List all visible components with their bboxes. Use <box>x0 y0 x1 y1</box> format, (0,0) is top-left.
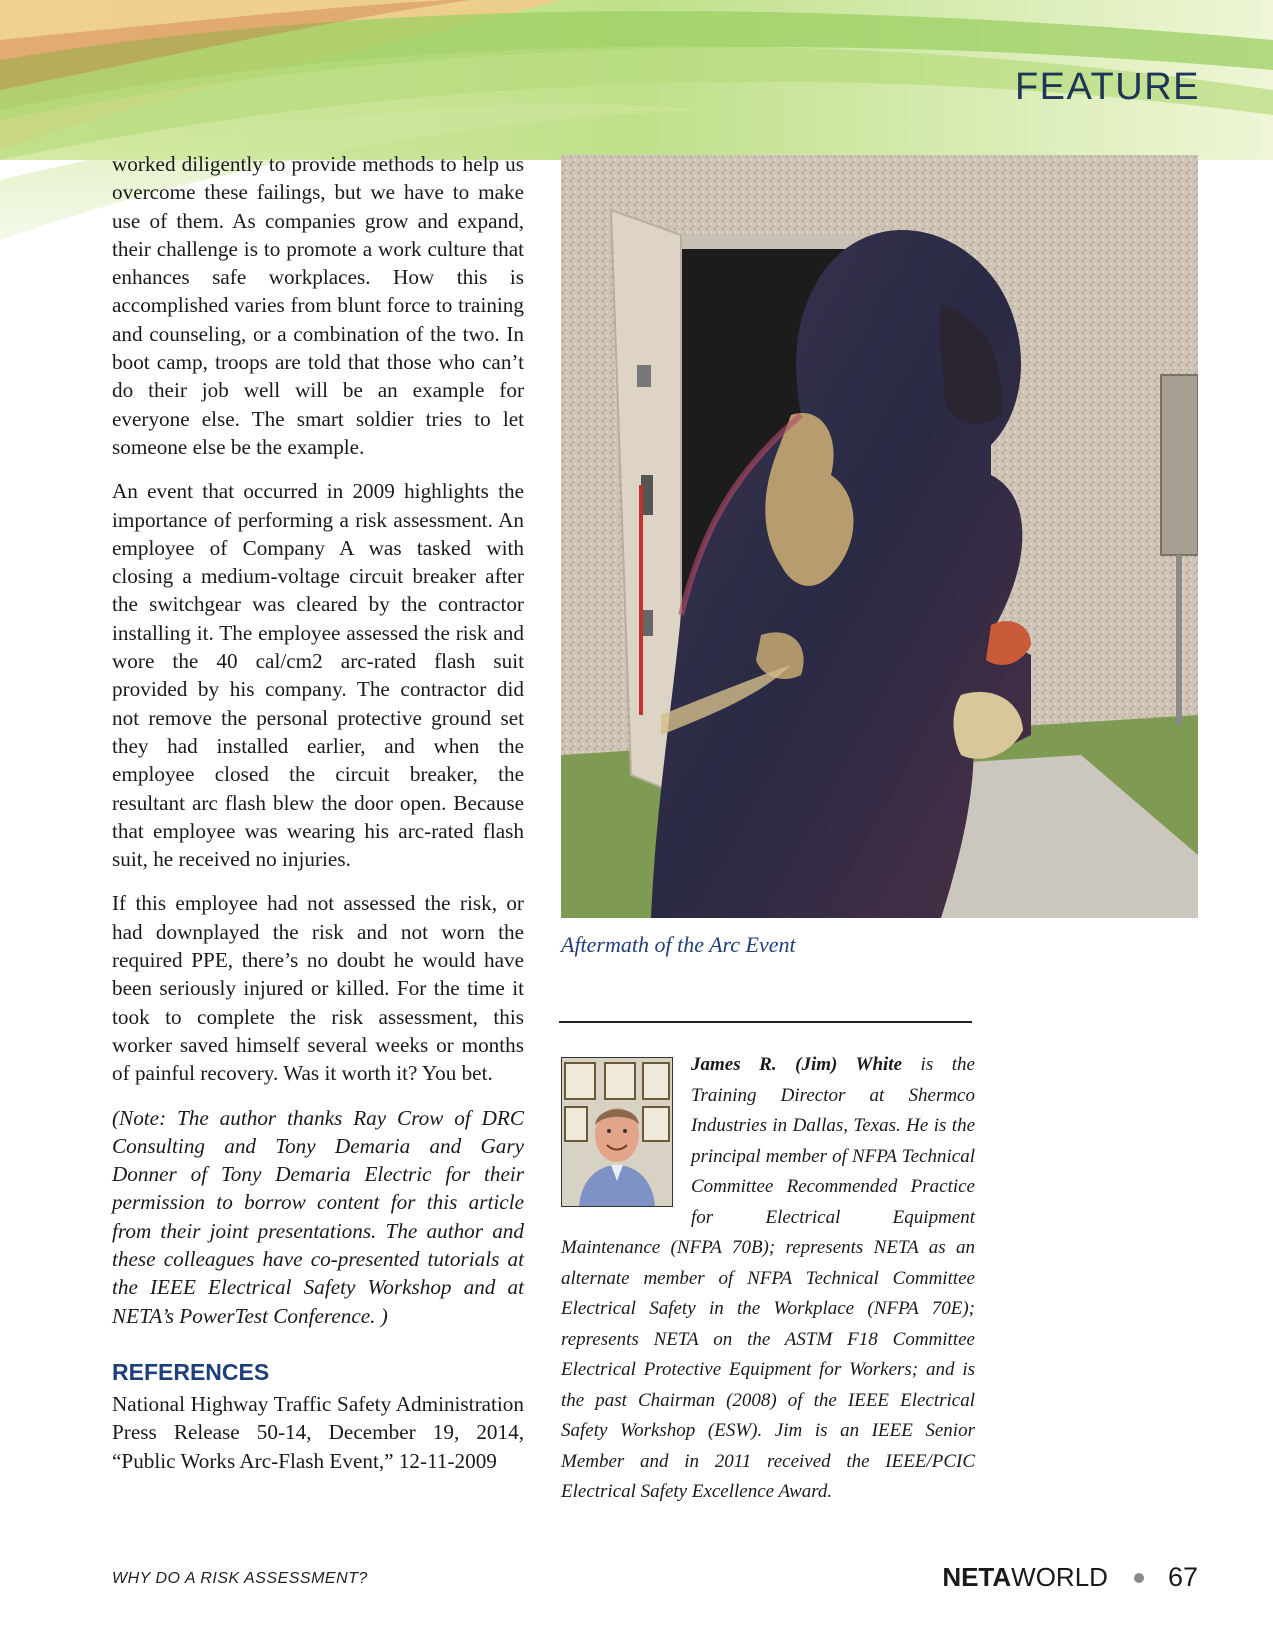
author-bio-text: is the Training Director at Shermco Industries in Dallas, Texas. He is the principal member of NFPA Technical Committee Recommended Practice for Electrical Equipment Maintenance (NFPA 70B); represents NETA as an alternate member of NFPA Technical Committee Electrical Safety in the Workplace (NFPA 70E); represents NETA on the ASTM F18 Committee Electrical Protective Equipment for Workers; and is the past Chairman (2008) of the IEEE Electrical Safety Workshop (ESW). Jim is an IEEE Senior Member and in 2011 received the IEEE/PCIC Electrical Safety Excellence Award. <box>561 1054 975 1502</box>
author-note: (Note: The author thanks Ray Crow of DRC Consulting and Tony Demaria and Gary Donner of Tony Demaria Electric for their permission to borrow content for this article from their joint presentations. The author and these colleagues have co-presented tutorials at the IEEE Electrical Safety Workshop and at NETA’s PowerTest Conference. ) <box>112 1105 524 1328</box>
author-bio <box>561 1050 975 1508</box>
divider <box>559 1021 972 1023</box>
separator-dot <box>1134 1573 1144 1583</box>
references-heading: REFERENCES <box>112 1358 270 1385</box>
section-label: FEATURE <box>1014 66 1200 108</box>
author-photo <box>561 1057 673 1207</box>
footer-article-title: WHY DO A RISK ASSESSMENT? <box>112 1570 368 1587</box>
paragraph: An event that occurred in 2009 highlights the importance of performing a risk assessment. An employee of Company A was tasked with closing a medium-voltage circuit breaker after the switchgear was cleared by the contractor installing it. The employee assessed the risk and wore the 40 cal/cm2 arc-rated flash suit provided by his company. The contractor did not remove the personal protective ground set they had installed earlier, and when the employee closed the circuit breaker, the resultant arc flash blew the door open. Because that employee was wearing his arc-rated flash suit, he received no injuries. <box>112 479 524 872</box>
article-body <box>112 150 524 1491</box>
page-number: 67 <box>1167 1562 1198 1592</box>
paragraph: worked diligently to provide methods to help us overcome these failings, but we have to make use of them. As companies grow and expand, their challenge is to promote a work culture that enhances safe workplaces. How this is accomplished varies from blunt force to training and counseling, or a combination of the two. In boot camp, troops are told that those who can’t do their job well will be an example for everyone else. The smart soldier tries to let someone else be the example. <box>112 152 524 459</box>
author-name: James R. (Jim) White <box>691 1054 902 1075</box>
arc-event-photo <box>561 155 1198 918</box>
paragraph: If this employee had not assessed the risk, or had downplayed the risk and not worn the required PPE, there’s no doubt he would have been seriously injured or killed. For the time it took to complete the risk assessment, this worker saved himself several weeks or months of painful recovery. Was it worth it? You bet. <box>112 891 524 1086</box>
footer-brand <box>942 1562 1198 1593</box>
brand-neta: NETA <box>942 1562 1012 1592</box>
photo-caption: Aftermath of the Arc Event <box>561 932 796 957</box>
brand-world: WORLD <box>1011 1562 1108 1592</box>
references-entry: National Highway Traffic Safety Administration Press Release 50-14, December 19, 2014, “Public Works Arc-Flash Event,” 12-11-2009 <box>112 1392 524 1473</box>
